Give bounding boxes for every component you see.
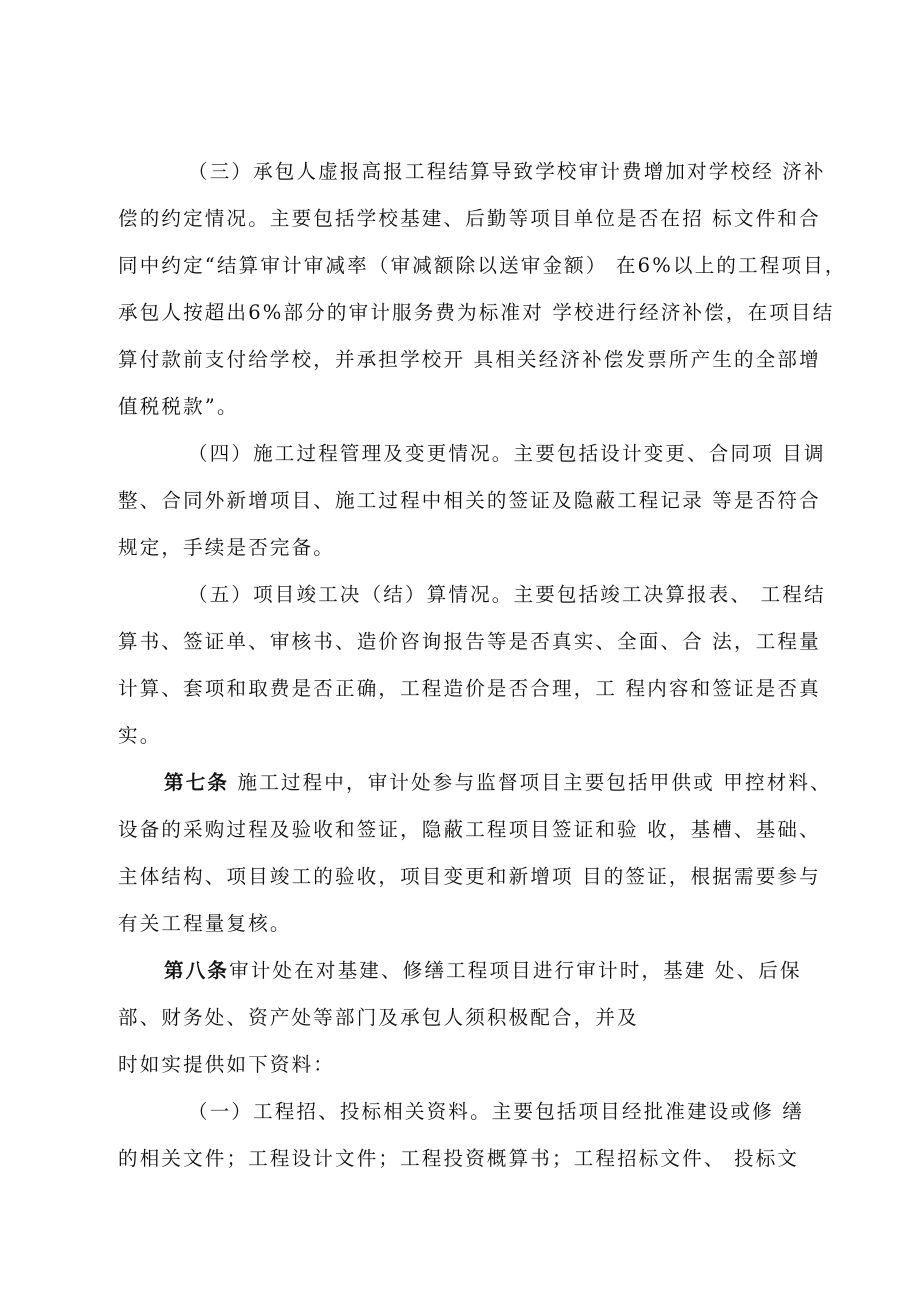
- article-7-line-4: 有关工程量复核。: [118, 912, 292, 935]
- article-8-line-1: [164, 959, 802, 983]
- para-3-line-1: （三）承包人虚报高报工程结算导致学校审计费增加对学校经 济补: [188, 160, 826, 183]
- article-8-line-3: 时如实提供如下资料：: [118, 1053, 336, 1076]
- article-7-line-3: 主体结构、项目竣工的验收，项目变更和新增项 目的签证，根据需要参与: [118, 865, 821, 888]
- para-8-1-line-2: 的相关文件；工程设计文件；工程投资概算书；工程招标文件、 投标文: [118, 1147, 800, 1170]
- para-3-line-6: 值税税款”。: [118, 395, 239, 418]
- para-5-line-2: 算书、签证单、审核书、造价咨询报告等是否真实、全面、合 法，工程量: [118, 630, 821, 653]
- article-7-heading: 第七条: [164, 771, 230, 794]
- para-3-line-2: 偿的约定情况。主要包括学校基建、后勤等项目单位是否在招 标文件和合: [118, 207, 821, 230]
- para-4-line-3: 规定，手续是否完备。: [118, 536, 336, 559]
- para-5-line-4: 实。: [118, 724, 162, 747]
- para-5-line-3: 计算、套项和取费是否正确，工程造价是否合理，工 程内容和签证是否真: [118, 677, 821, 700]
- article-8-first-line-text: 审计处在对基建、修缮工程项目进行审计时，基建 处、后保: [229, 959, 802, 982]
- article-7-line-1: [164, 771, 832, 795]
- para-4-line-2: 整、合同外新增项目、施工过程中相关的签证及隐蔽工程记录 等是否符合: [118, 489, 821, 512]
- para-3-line-4: 承包人按超出6%部分的审计服务费为标准对 学校进行经济补偿，在项目结: [118, 301, 835, 324]
- article-7-line-2: 设备的采购过程及验收和签证，隐蔽工程项目签证和验 收，基槽、基础、: [118, 818, 821, 841]
- para-8-1-line-1: （一）工程招、投标相关资料。主要包括项目经批准建设或修 缮: [188, 1100, 804, 1123]
- para-3-line-3: 同中约定“结算审计审减率（审减额除以送审金额） 在6%以上的工程项目，: [118, 254, 847, 277]
- article-8-heading: 第八条: [164, 959, 230, 982]
- article-8-line-2: 部、财务处、资产处等部门及承包人须积极配合，并及: [118, 1006, 639, 1029]
- para-4-line-1: （四）施工过程管理及变更情况。主要包括设计变更、合同项 目调: [188, 442, 826, 465]
- para-5-line-1: （五）项目竣工决（结）算情况。主要包括竣工决算报表、 工程结: [188, 583, 826, 606]
- article-7-first-line-text: 施工过程中，审计处参与监督项目主要包括甲供或 甲控材料、: [229, 771, 832, 794]
- para-3-line-5: 算付款前支付给学校，并承担学校开 具相关经济补偿发票所产生的全部增: [118, 348, 821, 371]
